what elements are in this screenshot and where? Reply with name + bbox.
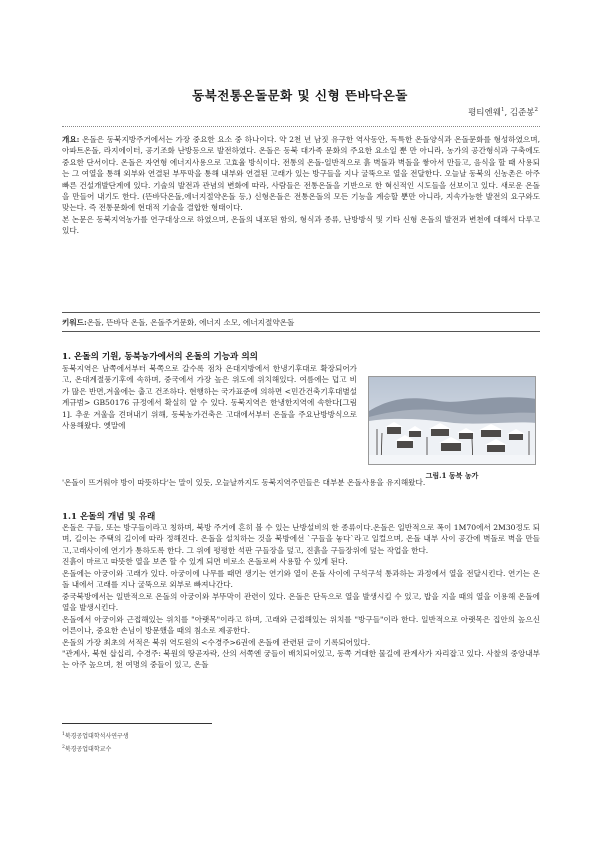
keywords-text: 온돌, 뜬바닥 온돌, 온돌주거문화, 에너지 소모, 에너지절약온돌 (86, 318, 295, 327)
keywords (62, 317, 540, 328)
divider (62, 126, 540, 127)
divider (62, 331, 540, 332)
abstract-paragraph: 개요: 온돌은 동북지방주거에서는 가장 중요한 요소 중 하나이다. 약 2천 년 남짓 유구한 역사동안, 독특한 온돌양식과 온돌문화를 형성하였으며, 아파트온돌, 라지에이터, 공기조화 난방등으로 발전하였다. 온돌은 동북 대가족 문화의 주요한 요소일 뿐 만 아니라, 농가의 공간형식과 구축에도 중요한 단서이다. 온돌은 자연형 에너지사용으로 고효율 방식이다. 전통의 온돌-일반적으로 흙 벽돌과 벽돌을 쌓아서 만들고, 음식을 할 때 사용되는 그 여열을 통해 외부와 연결된 부뚜막을 통해 내부와 연결된 고래가 있는 방구들을 지나 굴뚝으로 열을 전달한다. 오늘날 동북의 신농촌은 아주 빠른 건설개발단계에 있다. 기술의 발전과 관념의 변화에 따라, 사람들은 전통온돌을 기반으로 한 혁신적인 시도들을 선보이고 있다. 새로운 온돌을 만들어 내기도 한다. (뜬바닥온돌,에너지절약온돌 등,) 신형온돌은 전통온돌의 모든 기능을 계승할 뿐만 아니라, 지속가능한 발전의 요구와도 맞는다. 즉 전통문화에 현대적 기술을 결합한 형태이다. (62, 135, 540, 213)
abstract-label: 개요: (62, 135, 80, 144)
body-paragraph: 온돌에는 아궁이와 고래가 있다. 아궁이에 나무를 때면 생기는 연기와 열이 온돌 사이에 구석구석 통과하는 과정에서 열을 전달시킨다. 연기는 온돌 내에서 고래를 지나 굴뚝으로 외부로 빠져나간다. (62, 568, 540, 590)
body-paragraph: 온돌은 구들, 또는 방구들이라고 칭하며, 북방 주거에 흔히 볼 수 있는 난방설비의 한 종류이다.온돌은 일반적으로 폭이 1M70에서 2M30정도 되며, 길이는 주택의 길이에 따라 정해진다. 온돌을 설치하는 것을 북방에선 `구들을 놓다`라고 일컬으며, 온돌 내부 사이 공간에 벽돌로 벽을 만들고,고래사이에 연기가 통하도록 한다. 그 위에 평평한 석판 구들장을 덮고, 진흙을 구들장위에 덮는 작업을 한다. (62, 523, 540, 555)
author-line: 평티엔웨$^1$, 김준봉$^2$ (468, 107, 538, 118)
abstract (62, 134, 540, 237)
footnotes (62, 729, 129, 755)
subsection-body (62, 522, 540, 671)
abstract-paragraph: 본 논문은 동북지역농가를 연구대상으로 하였으며, 온돌의 내포된 함의, 형식과 종류, 난방방식 및 기타 신형 온돌의 발전과 변천에 대해서 다루고 있다. (62, 214, 540, 236)
subsection-heading: 1.1 온돌의 개념 및 유래 (62, 512, 156, 522)
snow-village-image (369, 377, 536, 465)
body-paragraph: 온돌에서 아궁이와 근접해있는 위치를 "아랫목"이라고 하며, 고래와 근접해있는 위치를 "방구들"이라 한다. 일반적으로 아랫목은 집안의 높으신 어른이나, 중요한 손님이 방문했을 때의 침소로 제공한다. (62, 614, 540, 636)
author-name: 평티엔웨 (468, 108, 501, 118)
body-paragraph: "관계사, 북현 삽십리, 수경주: 북원의 땅곧자락, 산의 서쪽엔 궁들이 배치되어있고, 동쪽 거대한 물길에 관계사가 자리잡고 있다. 사찰의 중앙내부는 아주 높으며, 천 여명의 중들이 있고, 온돌 (62, 648, 540, 670)
author-name: 김준봉 (509, 108, 535, 118)
footnote: $^1$북경공업대학석사연구생 (62, 732, 129, 740)
section-body: '온돌이 뜨거워야 방이 따뜻하다'는 말이 있듯, 오늘날까지도 동북지역주민들은 대부분 온돌사용을 유지해왔다. (62, 478, 426, 487)
figure-caption: 그림.1 동북 농가 (425, 471, 479, 480)
body-paragraph: 중국북방에서는 일반적으로 온돌의 아궁이와 부뚜막이 관련이 있다. 온돌은 단독으로 열을 발생시킬 수 있고, 밥을 지을 때의 열을 이용해 온돌에 열을 발생시킨다. (62, 591, 540, 613)
author-mark: 1 (500, 107, 505, 114)
paper-title: 동북전통온돌문화 및 신형 뜬바닥온돌 (192, 88, 408, 103)
section-heading: 1. 온돌의 기원, 동북농가에서의 온돌의 기능과 의의 (62, 352, 258, 362)
divider (62, 312, 540, 313)
body-paragraph: 진흙이 마르고 따뜻한 열을 보존 할 수 있게 되면 비로소 온돌로써 사용할 수 있게 된다. (62, 557, 348, 567)
section-body: 동북지역은 남쪽에서부터 북쪽으로 갈수록 점차 온대지방에서 한냉기후대로 확장되어가고, 온대계절풍기후에 속하며, 중국에서 가장 높은 위도에 위치해있다. 여름에는 덥고 비가 많은 반면,겨울에는 춥고 건조하다. 현행하는 국가표준에 의하면 <민간건축기후대별설계규범> GB50176 규정에서 확실히 알 수 있다. 동북지역은 한냉한지역에 속한다[그림1]. 추운 겨울을 견뎌내기 위해, 동북농가건축은 고대에서부터 온돌을 주요난방방식으로 사용해왔다. 옛말에 (62, 364, 357, 431)
body-paragraph: 온돌의 가장 최초의 서적은 북위 역도원의 <수경주>6권에 온돌에 관련된 글이 기록되어있다. (62, 637, 371, 647)
footnote-rule (62, 723, 212, 724)
author-mark: 2 (534, 107, 538, 114)
footnote: $^2$북경공업대학교수 (62, 745, 112, 753)
keywords-label: 키워드: (62, 318, 87, 327)
figure-village-photo (368, 376, 536, 465)
